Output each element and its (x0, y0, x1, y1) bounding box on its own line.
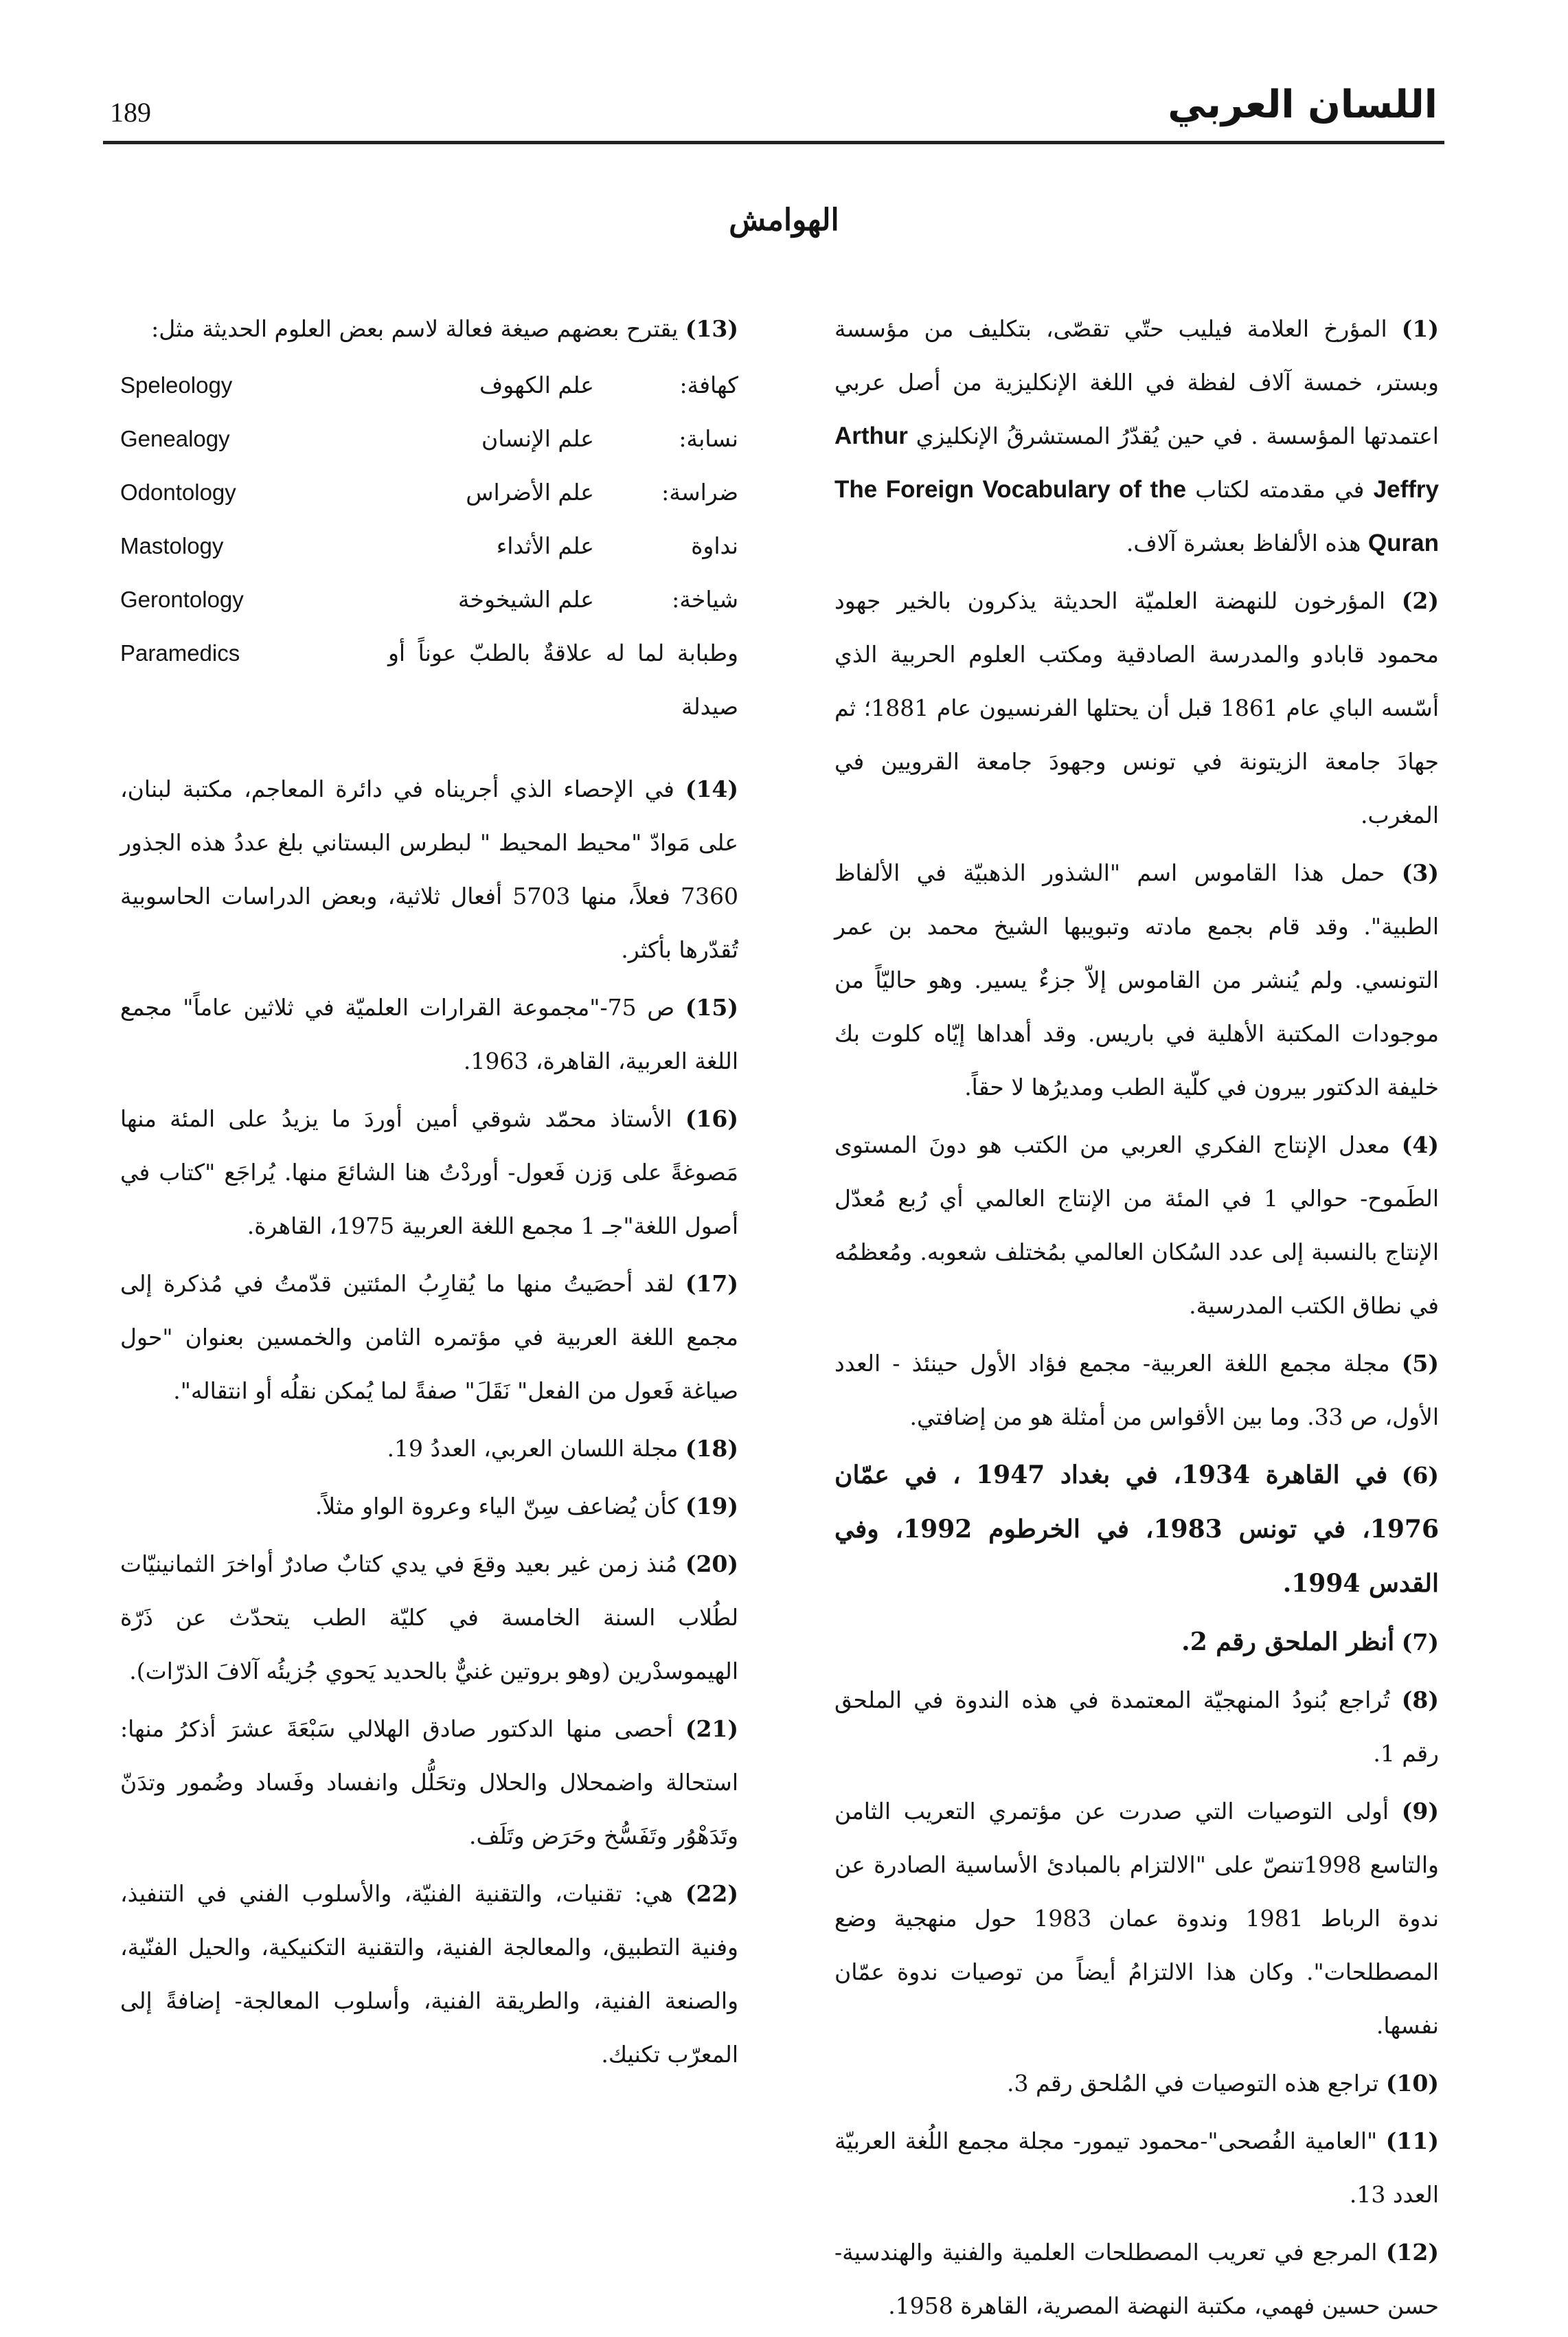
footnote: ( 14 ) في الإحصاء الذي أجريناه في دائرة المعاجم، مكتبة لبنان، على مَوادّ "محيط المحيط " لبطرس البستاني بلغ عددُ هذه الجذور 7360 فعلاً، منها 5703 أفعال ثلاثية، وبعض الدراسات الحاسوبية تُقدّرها بأكثر. (120, 763, 738, 977)
table-row: شياخة: علم الشيخوخة Gerontology (120, 586, 738, 613)
footnote: ( 7 ) أنظر الملحق رقم 2. (834, 1615, 1439, 1669)
footnote: ( 10 ) تراجع هذه التوصيات في المُلحق رقم 3. (834, 2057, 1439, 2110)
footnote: ( 2 ) المؤرخون للنهضة العلميّة الحديثة يذكرون بالخير جهود محمود قابادو والمدرسة الصادقية ومكتب العلوم الحربية الذي أسّسه الباي عام 1861 قبل أن يحتلها الفرنسيون عام 1881؛ ثم جهادَ جامعة الزيتونة في تونس وجهودَ جامعة القرويين في المغرب. (834, 574, 1439, 842)
footnote: ( 21 ) أحصى منها الدكتور صادق الهلالي سَبْعَةَ عشرَ أذكرُ منها: استحالة واضمحلال والحلال وتحَلُّل وانفساد وفَساد وضُمور وتدَنّ وتَدَهْوُر وتَفَسُّخ وحَرَض وتَلَف. (120, 1702, 738, 1863)
footnote: ( 20 ) مُنذ زمن غير بعيد وقعَ في يدي كتابٌ صادرٌ أواخرَ الثمانينيّات لطُلاب السنة الخامسة في كليّة الطب يتحدّث عن ذَرّة الهيموسدْرين (وهو بروتين غنيٌّ بالحديد يَحوي جُزيئُه آلافَ الذرّات). (120, 1537, 738, 1698)
section-title: الهوامش (729, 203, 839, 238)
header-rule (103, 141, 1444, 144)
footnote: ( 5 ) مجلة مجمع اللغة العربية- مجمع فؤاد الأول حينئذ - العدد الأول، ص 33. وما بين الأقواس من أمثلة هو من إضافتي. (834, 1337, 1439, 1444)
table-row: نداوة علم الأثداء Mastology (120, 532, 738, 559)
footnotes-right-column (834, 302, 1439, 2337)
journal-title: اللسان العربي (1168, 82, 1438, 127)
footnote: ( 15 ) ص 75-"مجموعة القرارات العلميّة في ثلاثين عاماً" مجمع اللغة العربية، القاهرة، 1963. (120, 981, 738, 1088)
table-row: ضراسة: علم الأضراس Odontology (120, 479, 738, 506)
footnote: ( 22 ) هي: تقنيات، والتقنية الفنيّة، والأسلوب الفني في التنفيذ، وفنية التطبيق، والمعالجة الفنية، والتقنية التكنيكية، والحيل الفنّية، والصنعة الفنية، والطريقة الفنية، وأسلوب المعالجة- إضافةً إلى المعرّب تكنيك. (120, 1867, 738, 2081)
page-number: 189 (110, 97, 151, 128)
table-row: وطبابة لما له علاقةٌ بالطبّ عوناً أو صيدلة Paramedics (120, 640, 738, 720)
footnote: ( 17 ) لقد أحصَيتُ منها ما يُقارِبُ المئتين قدّمتُ في مُذكرة إلى مجمع اللغة العربية في مؤتمره الثامن والخمسين بعنوان "حول صياغة فَعول من الفعل" نَقَلَ" صفةً لما يُمكن نقلُه أو انتقاله". (120, 1257, 738, 1418)
footnote: ( 4 ) معدل الإنتاج الفكري العربي من الكتب هو دونَ المستوى الطَموح- حوالي 1 في المئة من الإنتاج العالمي أي رُبع مُعدّل الإنتاج بالنسبة إلى عدد السُكان العالمي بمُختلف شعوبه. ومُعظمُه في نطاق الكتب المدرسية. (834, 1118, 1439, 1333)
footnote: ( 9 ) أولى التوصيات التي صدرت عن مؤتمري التعريب الثامن والتاسع 1998تنصّ على "الالتزام بالمبادئ الأساسية الصادرة عن ندوة الرباط 1981 وندوة عمان 1983 حول منهجية وضع المصطلحات". وكان هذا الالتزامُ أيضاً من توصيات ندوة عمّان نفسها. (834, 1785, 1439, 2053)
footnotes-left-column (120, 763, 738, 2086)
english-name: Arthur Jeffry (834, 422, 1439, 503)
terms-table (120, 359, 738, 734)
footnote: ( 12 ) المرجع في تعريب المصطلحات العلمية والفنية والهندسية- حسن حسين فهمي، مكتبة النهضة المصرية، القاهرة 1958. (834, 2226, 1439, 2333)
footnote: ( 1 ) المؤرخ العلامة فيليب حتّي تقصّى، بتكليف من مؤسسة وبستر، خمسة آلاف لفظة في اللغة الإنكليزية من أصل عربي اعتمدتها المؤسسة . في حين يُقدّرُ المستشرقُ الإنكليزي Arthur Jeffry في مقدمته لكتاب The Foreign Vocabulary of the Quran هذه الألفاظ بعشرة آلاف. (834, 302, 1439, 570)
footnote: ( 11 ) "العامية الفُصحى"-محمود تيمور- مجلة مجمع اللُغة العربيّة العدد 13. (834, 2114, 1439, 2222)
footnote-13-block (120, 302, 738, 734)
table-row: كهافة: علم الكهوف Speleology (120, 372, 738, 398)
footnote: ( 8 ) تُراجع بُنودُ المنهجيّة المعتمدة في هذه الندوة في الملحق رقم 1. (834, 1673, 1439, 1781)
table-row: نسابة: علم الإنسان Genealogy (120, 425, 738, 452)
footnote: ( 18 ) مجلة اللسان العربي، العددُ 19. (120, 1422, 738, 1476)
footnote: ( 3 ) حمل هذا القاموس اسم "الشذور الذهبيّة في الألفاظ الطبية". وقد قام بجمع مادته وتبويبها الشيخ محمد بن عمر التونسي. ولم يُنشر من القاموس إلاّ جزءٌ يسير. وهو حاليّاً من موجودات المكتبة الأهلية في باريس. وقد أهداها إيّاه كلوت بك خليفة الدكتور بيرون في كلّية الطب ومديرُها لا حقاً. (834, 846, 1439, 1114)
footnote: ( 19 ) كأن يُضاعف سِنّ الياء وعروة الواو مثلاً. (120, 1480, 738, 1533)
footnote: ( 13 ) يقترح بعضهم صيغة فعالة لاسم بعض العلوم الحديثة مثل: (120, 302, 738, 356)
english-title: The Foreign Vocabulary of the Quran (834, 476, 1439, 556)
footnote: ( 16 ) الأستاذ محمّد شوقي أمين أوردَ ما يزيدُ على المئة منها مَصوغةً على وَزن فَعول- أوردْتُ هنا الشائعَ منها. يُراجَع "كتاب في أصول اللغة"جـ 1 مجمع اللغة العربية 1975، القاهرة. (120, 1092, 738, 1253)
footnote: ( 6 ) في القاهرة 1934، في بغداد 1947 ، في عمّان 1976، في تونس 1983، في الخرطوم 1992، وفي القدس 1994. (834, 1448, 1439, 1611)
